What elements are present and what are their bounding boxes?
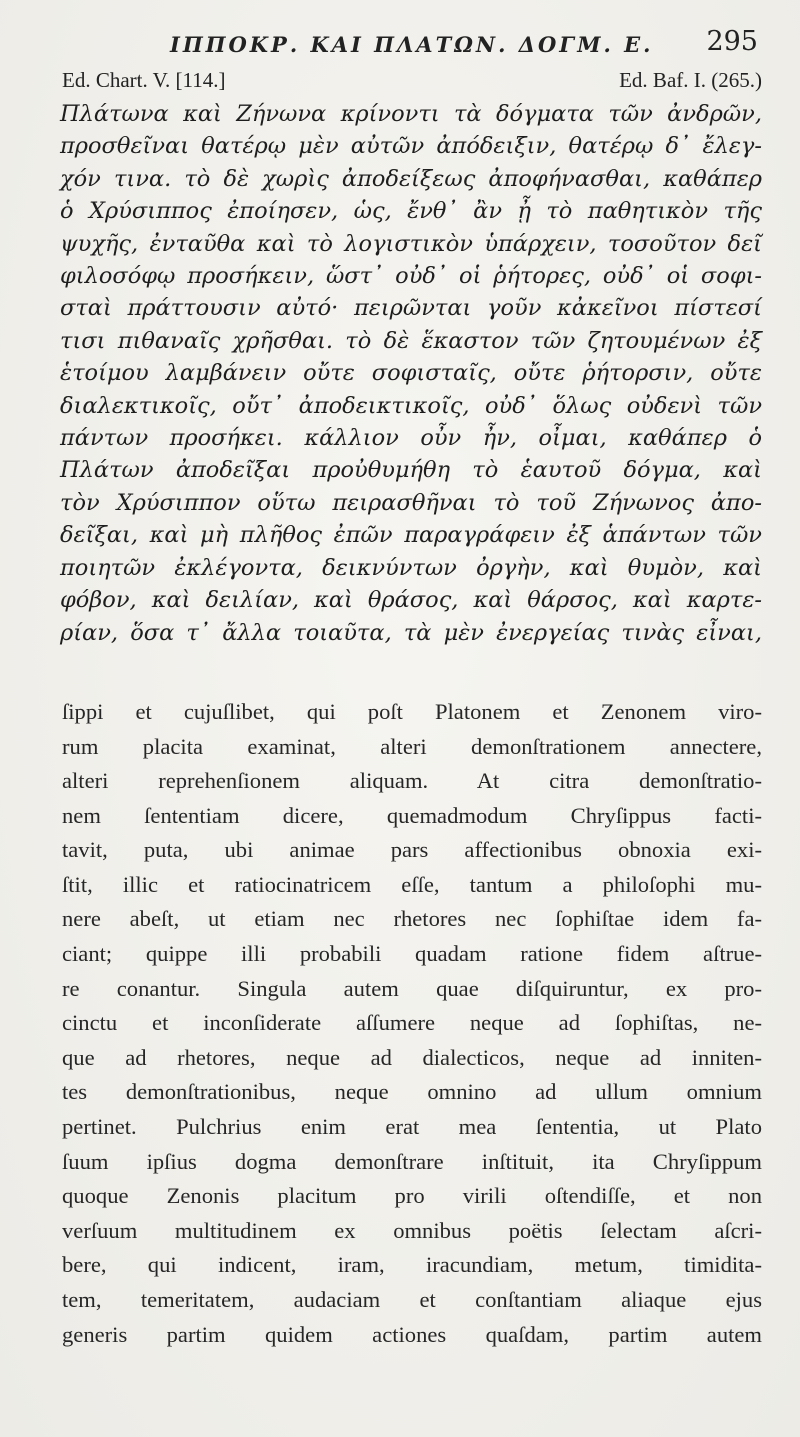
greek-text-block bbox=[52, 98, 762, 649]
latin-line: cinctu et inconſiderate aſſumere neque ad ſophiſtas, ne- bbox=[62, 1010, 762, 1036]
latin-line: tem, temeritatem, audaciam et conſtantiam aliaque ejus bbox=[62, 1287, 762, 1312]
edition-references bbox=[52, 64, 762, 98]
greek-line: φόβον, καὶ δειλίαν, καὶ θράσος, καὶ θάρσος, καὶ καρτε- bbox=[60, 587, 762, 614]
latin-line: ſippi et cujuſlibet, qui poſt Platonem et Zenonem viro- bbox=[62, 698, 762, 724]
latin-line: pertinet. Pulchrius enim erat mea ſententia, ut Plato bbox=[62, 1114, 762, 1140]
greek-line: διαλεκτικοῖς, οὔτ᾽ ἀποδεικτικοῖς, οὐδ᾽ ὅλως οὐδενὶ τῶν bbox=[60, 392, 762, 419]
greek-line: ἑτοίμου λαμβάνειν οὔτε σοφισταῖς, οὔτε ῥήτορσιν, οὔτε bbox=[60, 360, 762, 387]
latin-line: quoque Zenonis placitum pro virili oſtendiſſe, et non bbox=[62, 1183, 762, 1209]
greek-line: σταὶ πράττουσιν αὐτό· πειρῶνται γοῦν κἀκεῖνοι πίστεσί bbox=[60, 295, 762, 322]
greek-line: Πλάτων ἀποδεῖξαι προὐθυμήθη τὸ ἑαυτοῦ δόγμα, καὶ bbox=[60, 457, 762, 484]
latin-line: ſtit, illic et ratiocinatricem eſſe, tantum a philoſophi mu- bbox=[62, 871, 762, 897]
latin-line: que ad rhetores, neque ad dialecticos, neque ad inniten- bbox=[62, 1044, 762, 1070]
greek-line: φιλοσόφῳ προσήκειν, ὥστ᾽ οὐδ᾽ οἱ ῥήτορες, οὐδ᾽ οἱ σοφι- bbox=[60, 263, 762, 290]
greek-line: ψυχῆς, ἐνταῦθα καὶ τὸ λογιστικὸν ὑπάρχειν, τοσοῦτον δεῖ bbox=[60, 230, 762, 257]
latin-line: nere abeſt, ut etiam nec rhetores nec ſophiſtae idem fa- bbox=[62, 906, 762, 932]
edition-reference-left: Ed. Chart. V. [114.] bbox=[62, 68, 226, 92]
greek-line: τισι πιθαναῖς χρῆσθαι. τὸ δὲ ἕκαστον τῶν ζητουμένων ἐξ bbox=[60, 327, 762, 354]
running-head bbox=[52, 24, 762, 64]
edition-reference-right: Ed. Baf. I. (265.) bbox=[619, 68, 762, 92]
running-head-title: ΙΠΠΟΚΡ. ΚΑΙ ΠΛΑΤΩΝ. ΔΟΓΜ. Ε. bbox=[170, 32, 654, 57]
greek-line: χόν τινα. τὸ δὲ χωρὶς ἀποδείξεως ἀποφήνασθαι, καθάπερ bbox=[60, 165, 762, 192]
latin-line: rum placita examinat, alteri demonſtrationem annectere, bbox=[62, 733, 762, 759]
latin-line: generis partim quidem actiones quaſdam, partim autem bbox=[62, 1321, 762, 1347]
latin-line: alteri reprehenſionem aliquam. At citra demonſtratio- bbox=[62, 768, 762, 794]
greek-line: προσθεῖναι θατέρῳ μὲν αὐτῶν ἀπόδειξιν, θατέρῳ δ᾽ ἔλεγ- bbox=[60, 133, 762, 160]
greek-line: τὸν Χρύσιππον οὕτω πειρασθῆναι τὸ τοῦ Ζήνωνος ἀπο- bbox=[60, 489, 762, 516]
latin-line: nem ſententiam dicere, quemadmodum Chryſippus facti- bbox=[62, 802, 762, 828]
latin-line: ſuum ipſius dogma demonſtrare inſtituit, ita Chryſippum bbox=[62, 1148, 762, 1174]
greek-line: ὁ Χρύσιππος ἐποίησεν, ὡς, ἔνθ᾽ ἂν ᾖ τὸ παθητικὸν τῆς bbox=[60, 198, 762, 225]
greek-line: δεῖξαι, καὶ μὴ πλῆθος ἐπῶν παραγράφειν ἐξ ἁπάντων τῶν bbox=[60, 522, 762, 549]
greek-line: ποιητῶν ἐκλέγοντα, δεικνύντων ὀργὴν, καὶ θυμὸν, καὶ bbox=[60, 554, 762, 581]
greek-line: Πλάτωνα καὶ Ζήνωνα κρίνοντι τὰ δόγματα τῶν ἀνδρῶν, bbox=[60, 101, 762, 127]
greek-line: πάντων προσήκει. κάλλιον οὖν ἦν, οἶμαι, καθάπερ ὁ bbox=[60, 425, 762, 452]
latin-line: ciant; quippe illi probabili quadam ratione fidem aſtrue- bbox=[62, 941, 762, 967]
latin-line: tavit, puta, ubi animae pars affectionibus obnoxia exi- bbox=[62, 837, 762, 863]
page-number: 295 bbox=[706, 26, 758, 57]
latin-line: re conantur. Singula autem quae diſquiruntur, ex pro- bbox=[62, 975, 762, 1001]
latin-line: tes demonſtrationibus, neque omnino ad ullum omnium bbox=[62, 1079, 762, 1105]
greek-line: ρίαν, ὅσα τ᾽ ἄλλα τοιαῦτα, τὰ μὲν ἐνεργείας τινὰς εἶναι, bbox=[60, 619, 762, 646]
latin-line: bere, qui indicent, iram, iracundiam, metum, timidita- bbox=[62, 1252, 762, 1278]
latin-line: verſuum multitudinem ex omnibus poëtis ſelectam aſcri- bbox=[62, 1217, 762, 1243]
latin-text-block bbox=[52, 695, 762, 1352]
column-gap bbox=[52, 649, 762, 695]
